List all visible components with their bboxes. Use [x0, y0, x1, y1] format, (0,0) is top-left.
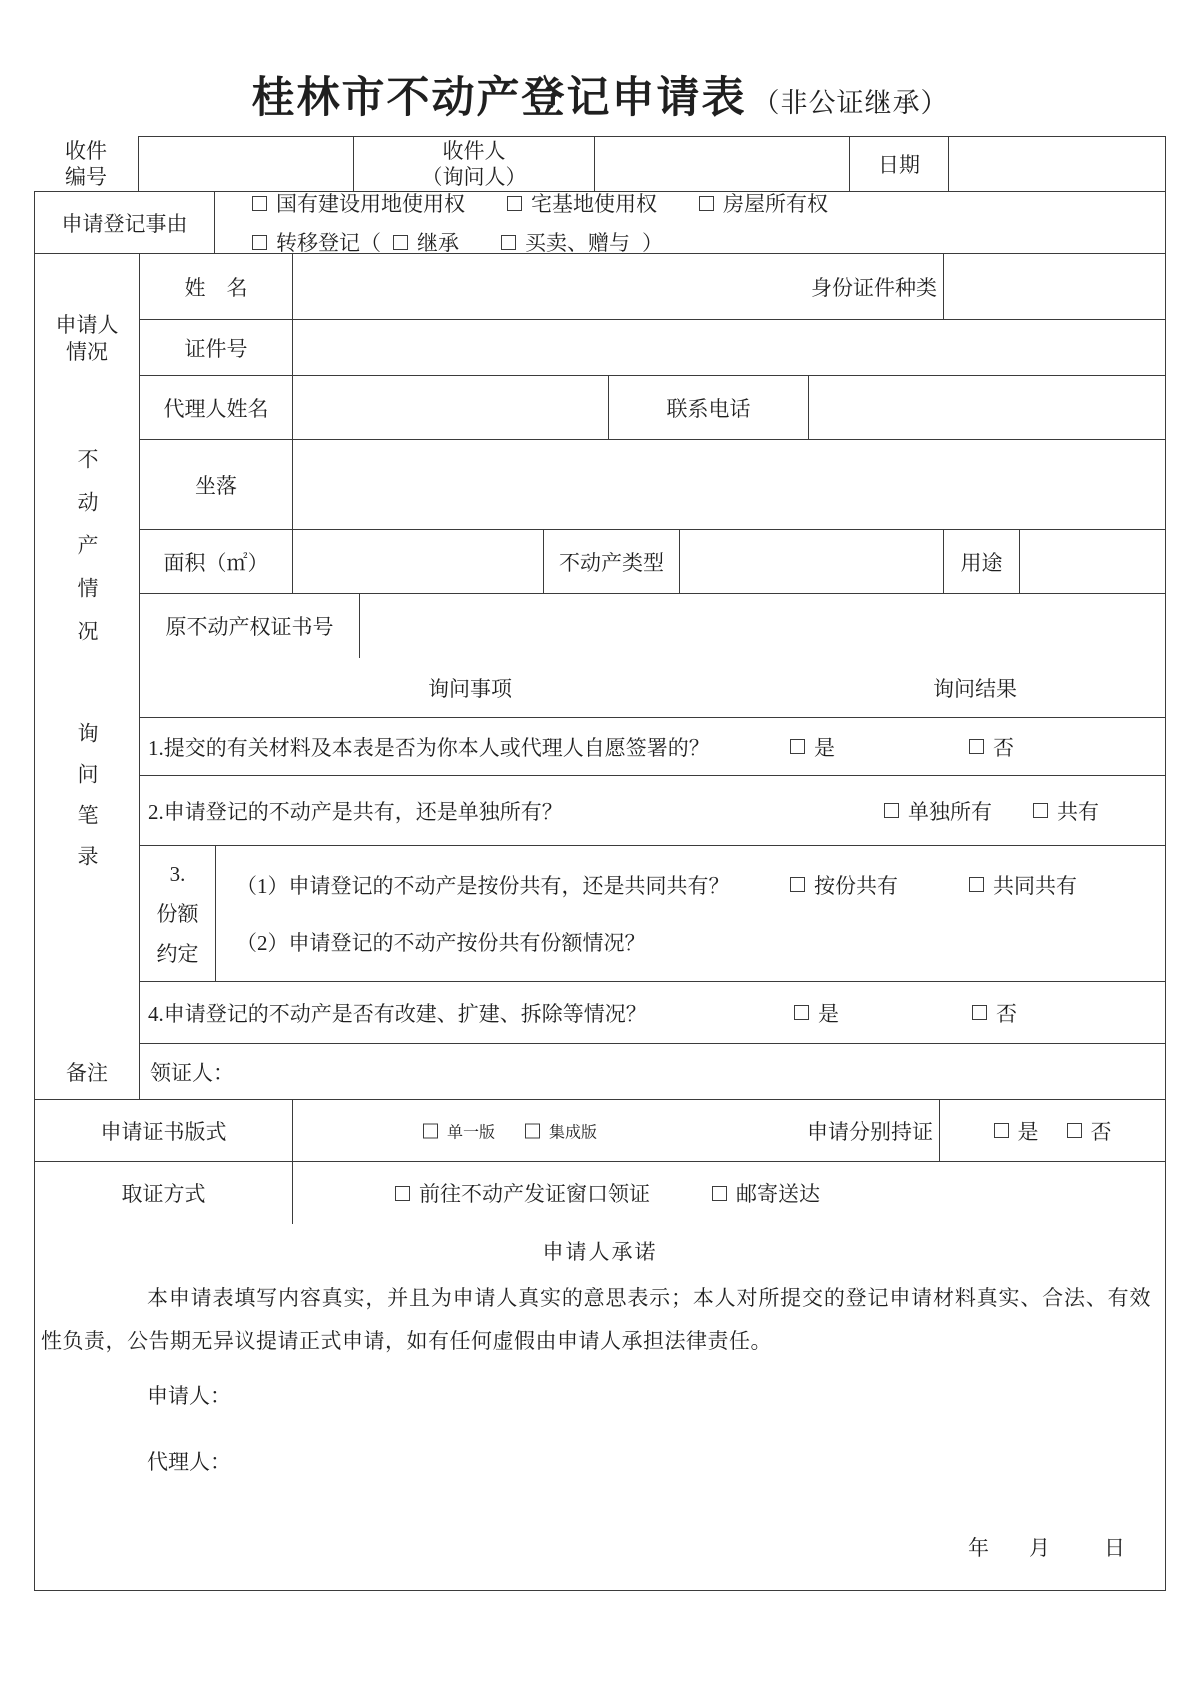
- checkbox-icon[interactable]: [790, 877, 805, 892]
- location-field[interactable]: [293, 440, 1165, 529]
- cert-format-label: 申请证书版式: [35, 1100, 293, 1161]
- obtain-method-row: [35, 1162, 1165, 1224]
- section-label-column: [35, 254, 140, 1044]
- section-inquiry-label: 询问笔录: [75, 722, 99, 886]
- option-mail-delivery[interactable]: 邮寄送达: [712, 1178, 820, 1208]
- reason-close-paren: ）: [642, 231, 663, 255]
- area-field[interactable]: [293, 530, 544, 593]
- phone-label: 联系电话: [609, 376, 809, 439]
- property-type-label: 不动产类型: [544, 530, 680, 593]
- checkbox-icon[interactable]: [525, 1123, 540, 1138]
- section-property-label: 不动产情况: [75, 448, 99, 663]
- question-3-row: [140, 846, 1165, 982]
- section-applicant-label: 申请人 情况: [55, 313, 119, 364]
- checkbox-icon[interactable]: [252, 196, 267, 211]
- reason-row: [35, 192, 1165, 254]
- cert-collector-label: 领证人：: [150, 1060, 234, 1085]
- application-form-table: [34, 136, 1166, 1591]
- cert-format-options: [293, 1100, 940, 1161]
- area-row: [140, 530, 1165, 594]
- checkbox-icon[interactable]: [794, 1005, 809, 1020]
- location-label: 坐落: [140, 440, 293, 529]
- receipt-no-field[interactable]: [139, 136, 354, 191]
- phone-field[interactable]: [809, 376, 1165, 439]
- id-type-field[interactable]: [944, 254, 1165, 319]
- checkbox-icon[interactable]: [252, 235, 267, 250]
- receiver-label: 收件人 （询问人）: [354, 136, 595, 191]
- checkbox-icon[interactable]: [969, 877, 984, 892]
- area-label: 面积（㎡）: [140, 530, 293, 593]
- name-field[interactable]: [293, 254, 944, 319]
- question-3-label: 3. 份额 约定: [140, 846, 216, 981]
- checkbox-icon[interactable]: [1033, 803, 1048, 818]
- checkbox-icon[interactable]: [395, 1186, 410, 1201]
- agent-signature-label: 代理人：: [147, 1450, 231, 1474]
- agent-name-field[interactable]: [293, 376, 609, 439]
- inquiry-header-row: [140, 658, 1165, 718]
- option-sale-gift[interactable]: 买卖、赠与: [501, 227, 630, 257]
- checkbox-icon[interactable]: [699, 196, 714, 211]
- checkbox-icon[interactable]: [994, 1123, 1009, 1138]
- cert-format-choices: [423, 1119, 627, 1142]
- checkbox-icon[interactable]: [507, 196, 522, 211]
- question-2-text: 2.申请登记的不动产是共有，还是单独所有？: [148, 799, 563, 824]
- remark-field[interactable]: [140, 1044, 1165, 1099]
- checkbox-icon[interactable]: [884, 803, 899, 818]
- page-title-paren: （非公证继承）: [752, 88, 949, 118]
- agent-row: [140, 376, 1165, 440]
- old-cert-row: [140, 594, 1165, 658]
- id-no-field[interactable]: [293, 320, 1165, 375]
- commitment-header: 申请人承诺: [542, 1240, 658, 1264]
- receipt-row: [34, 136, 1166, 192]
- separate-cert-yes[interactable]: 是: [994, 1116, 1039, 1146]
- location-row: [140, 440, 1165, 530]
- checkbox-icon[interactable]: [972, 1005, 987, 1020]
- inquiry-results-header: 询问结果: [933, 676, 1017, 701]
- id-no-label: 证件号: [140, 320, 293, 375]
- form-body: [35, 254, 1165, 1044]
- question-4-text: 4.申请登记的不动产是否有改建、扩建、拆除等情况？: [148, 1001, 647, 1026]
- old-cert-label: 原不动产权证书号: [140, 594, 360, 658]
- reason-line-1: [252, 188, 1165, 218]
- q4-option-yes[interactable]: 是: [794, 998, 839, 1028]
- checkbox-icon[interactable]: [969, 739, 984, 754]
- inquiry-matters-header: 询问事项: [428, 676, 512, 701]
- property-type-field[interactable]: [680, 530, 944, 593]
- checkbox-icon[interactable]: [423, 1123, 438, 1138]
- option-single-version[interactable]: 单一版: [423, 1119, 495, 1142]
- option-house-ownership[interactable]: 房屋所有权: [699, 188, 828, 218]
- checkbox-icon[interactable]: [790, 739, 805, 754]
- reason-line-2: [252, 227, 1165, 257]
- name-label: 姓 名: [140, 254, 293, 319]
- remark-row: [35, 1044, 1165, 1100]
- cert-format-row: [35, 1100, 1165, 1162]
- option-integrated-version[interactable]: 集成版: [525, 1119, 597, 1142]
- receiver-field[interactable]: [595, 136, 850, 191]
- q3-option-common[interactable]: 共同共有: [969, 870, 1077, 900]
- q2-option-joint[interactable]: 共有: [1033, 796, 1099, 826]
- question-3-content: [216, 846, 1165, 981]
- q1-option-yes[interactable]: 是: [790, 732, 835, 762]
- checkbox-icon[interactable]: [1067, 1123, 1082, 1138]
- month-label: 月: [1029, 1536, 1050, 1560]
- checkbox-icon[interactable]: [712, 1186, 727, 1201]
- separate-cert-label: 申请分别持证: [807, 1119, 933, 1144]
- date-label: 日期: [850, 136, 949, 191]
- page-title-main: 桂林市不动产登记申请表: [251, 73, 747, 123]
- option-homestead-use-right[interactable]: 宅基地使用权: [507, 188, 657, 218]
- obtain-method-options: [293, 1162, 1165, 1224]
- question-3-2-line: [216, 921, 1165, 963]
- option-transfer-registration[interactable]: 转移登记（: [252, 227, 381, 257]
- q4-option-no[interactable]: 否: [972, 998, 1017, 1028]
- separate-cert-options: [940, 1100, 1165, 1161]
- id-type-label: 身份证件种类: [811, 275, 937, 300]
- applicant-signature-label: 申请人：: [147, 1384, 231, 1408]
- question-4-row: [140, 982, 1165, 1044]
- date-field[interactable]: [949, 136, 1166, 191]
- page-title: [0, 64, 1200, 125]
- id-no-row: [140, 320, 1165, 376]
- question-3-2-text: （2）申请登记的不动产按份共有份额情况？: [236, 931, 646, 956]
- use-label: 用途: [944, 530, 1020, 593]
- question-1-text: 1.提交的有关材料及本表是否为你本人或代理人自愿签署的？: [148, 735, 710, 760]
- reason-label: 申请登记事由: [35, 192, 215, 253]
- use-field[interactable]: [1020, 530, 1165, 593]
- q3-option-by-share[interactable]: 按份共有: [790, 870, 898, 900]
- day-label: 日: [1104, 1536, 1125, 1560]
- question-2-row: [140, 776, 1165, 846]
- year-label: 年: [968, 1536, 989, 1560]
- question-3-1-line: [216, 864, 1165, 906]
- separate-cert-no[interactable]: 否: [1067, 1116, 1112, 1146]
- reason-options: [215, 192, 1165, 253]
- checkbox-icon[interactable]: [501, 235, 516, 250]
- question-1-row: [140, 718, 1165, 776]
- option-inheritance[interactable]: 继承: [393, 227, 459, 257]
- obtain-method-label: 取证方式: [35, 1162, 293, 1224]
- receipt-no-label: 收件 编号: [34, 136, 139, 191]
- question-3-1-text: （1）申请登记的不动产是按份共有，还是共同共有？: [236, 873, 730, 898]
- q2-option-sole[interactable]: 单独所有: [884, 796, 992, 826]
- commitment-section: [35, 1224, 1165, 1590]
- option-state-construction-land[interactable]: 国有建设用地使用权: [252, 188, 465, 218]
- old-cert-field[interactable]: [360, 594, 1165, 658]
- signature-date-line: [968, 1532, 1125, 1562]
- agent-name-label: 代理人姓名: [140, 376, 293, 439]
- commitment-text: 本申请表填写内容真实，并且为申请人真实的意思表示；本人对所提交的登记申请材料真实、合法、有效性负责，公告期无异议提请正式申请，如有任何虚假由申请人承担法律责任。: [41, 1286, 1151, 1353]
- name-row: [140, 254, 1165, 320]
- option-window-pickup[interactable]: 前往不动产发证窗口领证: [395, 1178, 650, 1208]
- checkbox-icon[interactable]: [393, 235, 408, 250]
- q1-option-no[interactable]: 否: [969, 732, 1014, 762]
- remark-label: 备注: [35, 1044, 140, 1099]
